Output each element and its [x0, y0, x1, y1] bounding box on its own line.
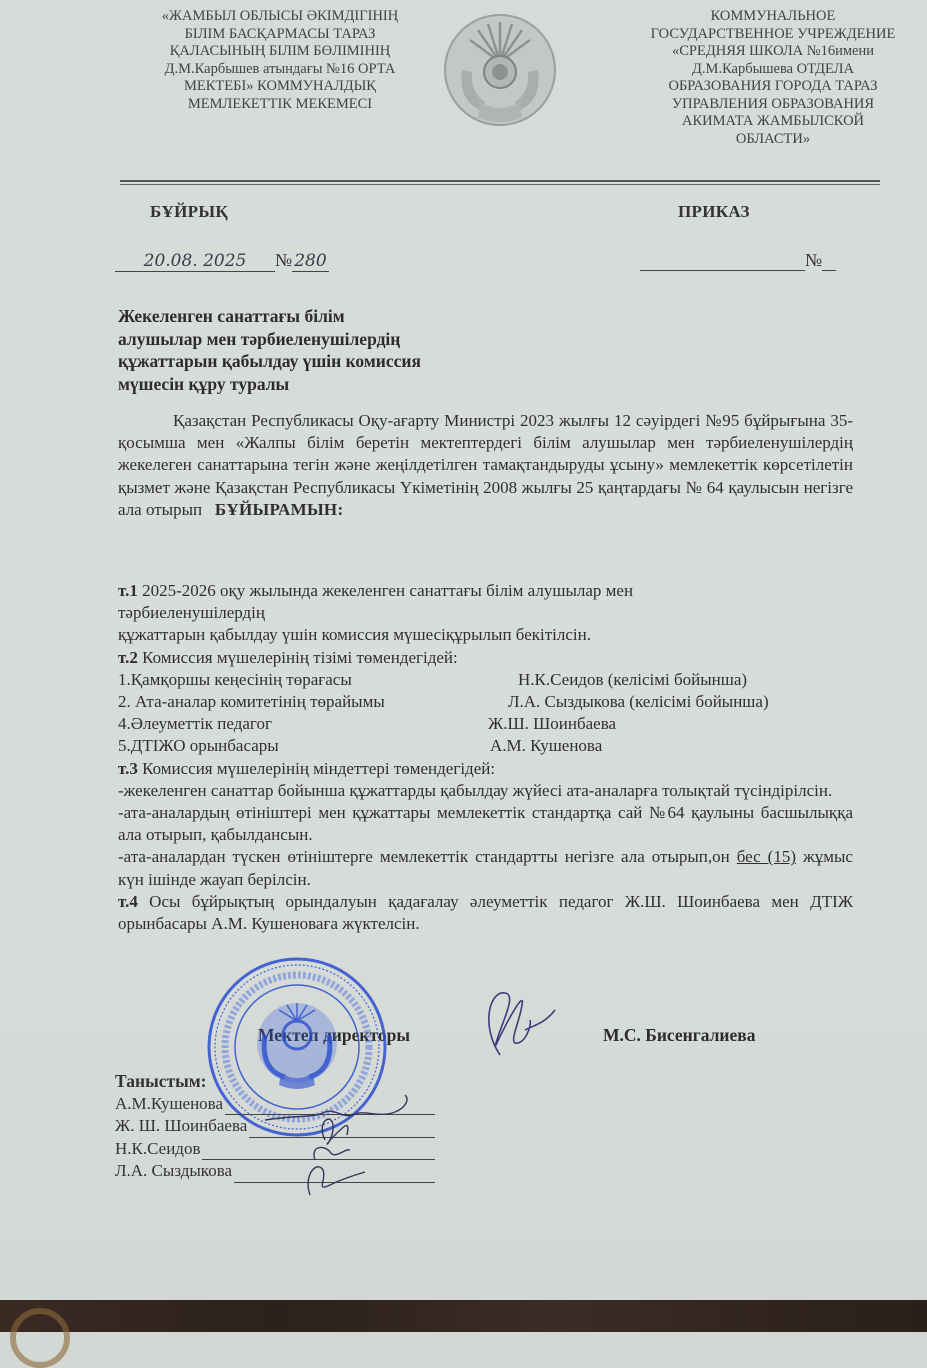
header-line: ҚАЛАСЫНЫҢ БІЛІМ БӨЛІМІНІҢ — [169, 43, 391, 59]
header-line: АКИМАТА ЖАМБЫЛСКОЙ — [681, 113, 865, 129]
acknowledgement-row — [115, 1093, 435, 1116]
header-divider — [120, 180, 880, 185]
header-line: ГОСУДАРСТВЕННОЕ УЧРЕЖДЕНИЕ — [650, 25, 896, 42]
acknowledgement-title: Таныстым: — [115, 1071, 207, 1091]
header-line: УПРАВЛЕНИЯ ОБРАЗОВАНИЯ — [671, 95, 875, 112]
clause-1 — [118, 580, 853, 602]
duty-text: жұмыс күн ішінде жауап берілсін. — [118, 847, 853, 889]
clause-2 — [118, 647, 853, 669]
clause-label: т.4 — [118, 891, 138, 911]
order-date-number-ru — [640, 250, 836, 271]
order-clauses — [118, 580, 853, 935]
header-line: Д.М.Карбышева ОТДЕЛА — [692, 60, 854, 77]
member-role: 2. Ата-аналар комитетінің төрайымы — [118, 692, 385, 712]
member-row — [118, 713, 853, 735]
duty-deadline: бес (15) — [736, 847, 797, 867]
preamble-paragraph — [118, 410, 853, 521]
subject-line: құжаттарын қабылдау үшін комиссия — [118, 351, 421, 371]
member-name: Ж.Ш. Шоинбаева — [488, 714, 617, 734]
acknowledger-name: Ж. Ш. Шоинбаева — [115, 1116, 248, 1135]
header-line: КОММУНАЛЬНОЕ — [710, 8, 836, 24]
clause-text: тәрбиеленушілердің — [118, 603, 265, 623]
clause-text: 2025-2026 оқу жылында жекеленген санаттағы білім алушылар мен — [137, 581, 634, 600]
acknowledgement-row — [115, 1115, 435, 1138]
header-line: ОБРАЗОВАНИЯ ГОРОДА ТАРАЗ — [668, 78, 878, 94]
header-line: МЕМЛЕКЕТТІК МЕКЕМЕСІ — [187, 95, 373, 112]
clause-text: Осы бұйрықтың орындалуын қадағалау әлеуметтік педагог Ж.Ш. Шоинбаева мен ДТІЖ орынбасары А.М. Кушеноваға жүктелсін. — [118, 891, 853, 934]
subject-line: Жекеленген санаттағы білім — [118, 306, 345, 326]
member-row — [118, 669, 853, 691]
header-ru-organization — [628, 8, 918, 148]
order-title-ru: ПРИКАЗ — [678, 202, 750, 221]
member-role: 1.Қамқоршы кеңесінің төрағасы — [118, 669, 352, 689]
acknowledger-name: Н.К.Сеидов — [115, 1138, 201, 1158]
number-sign: № — [275, 250, 293, 270]
header-line: МЕКТЕБІ» КОММУНАЛДЫҚ — [184, 78, 376, 94]
clause-4 — [118, 891, 853, 935]
state-emblem-icon — [440, 10, 560, 130]
acknowledger-name: А.М.Кушенова — [115, 1093, 224, 1113]
header-line: БІЛІМ БАСҚАРМАСЫ ТАРАЗ — [184, 25, 376, 42]
number-sign: № — [805, 250, 823, 270]
order-command: БҰЙЫРАМЫН: — [214, 499, 344, 519]
preamble-text: Қазақстан Республикасы Оқу-ағарту Министрі 2023 жылғы 12 сәуірдегі №95 бұйрығына 35-қосымша мен «Жалпы білім беретін мектептердегі білім алушылар мен тәрбиеленушілердің жекелеген санаттарына тегін және жеңілдетілген тамақтандыруды ұсыну» мемлекеттік көрсетілетін қызмет және Қазақстан Республикасы Үкіметінің 2008 жылғы 25 қаңтардағы № 64 қаулысын негізге ала отырып — [118, 411, 853, 519]
background-object — [10, 1308, 70, 1368]
order-number-blank — [822, 252, 836, 271]
order-date-number-kz — [115, 250, 329, 272]
acknowledger-name: Л.А. Сыздыкова — [115, 1161, 233, 1180]
header-line: Д.М.Карбышев атындағы №16 ОРТА — [164, 60, 396, 77]
member-row — [118, 735, 853, 757]
clause-text: құжаттарын қабылдау үшін комиссия мүшесіқұрылып бекітілсін. — [118, 625, 592, 645]
duty-text: -ата-аналардан түскен өтініштерге мемлекеттік стандартты негізге ала отырып,он — [118, 847, 737, 867]
subject-line: алушылар мен тәрбиеленушілердің — [118, 328, 401, 349]
header-line: ОБЛАСТИ» — [735, 130, 811, 147]
subject-line: мүшесін құру туралы — [118, 373, 290, 394]
header-kz-organization — [140, 8, 420, 113]
header-line: «ЖАМБЫЛ ОБЛЫСЫ ӘКІМДІГІНІҢ — [161, 8, 399, 24]
member-name: А.М. Кушенова — [490, 736, 603, 756]
clause-text: Комиссия мүшелерінің міндеттері төмендегідей: — [137, 758, 496, 778]
signature-line — [202, 1142, 435, 1160]
director-signature-row — [258, 1025, 818, 1055]
acknowledgement-row — [115, 1160, 435, 1183]
member-name: Н.К.Сеидов (келісімі бойынша) — [518, 669, 748, 689]
header-line: «СРЕДНЯЯ ШКОЛА №16имени — [671, 43, 875, 59]
clause-label: т.1 — [118, 581, 138, 600]
duty-item — [118, 846, 853, 890]
clause-3 — [118, 758, 853, 780]
duty-item: -ата-аналардың өтініштері мен құжаттары мемлекеттік стандартқа сай №64 қаулыны басшылыққа ала отырып, қабылдансын. — [118, 803, 853, 845]
order-date-blank — [640, 252, 805, 271]
signature-line — [225, 1097, 435, 1115]
member-name: Л.А. Сыздыкова (келісімі бойынша) — [508, 692, 769, 712]
order-title-kz: БҰЙРЫҚ — [150, 202, 228, 221]
signature-line — [249, 1120, 435, 1138]
acknowledgement-section — [115, 1070, 435, 1183]
member-role: 4.Әлеуметтік педагог — [118, 714, 272, 734]
signature-line — [234, 1165, 435, 1183]
order-date: 20.08. 2025 — [115, 251, 275, 272]
member-role: 5.ДТІЖО орынбасары — [118, 736, 279, 756]
order-subject — [118, 305, 498, 395]
background-floor — [0, 1300, 927, 1332]
order-number: 280 — [294, 251, 327, 271]
acknowledgement-row — [115, 1138, 435, 1161]
duty-item: -жекеленген санаттар бойынша құжаттарды қабылдау жүйесі ата-аналарға толықтай түсіндірілсін. — [118, 780, 833, 800]
clause-label: т.3 — [118, 758, 138, 778]
signatory-title: Мектеп директоры — [258, 1025, 410, 1045]
clause-label: т.2 — [118, 647, 138, 667]
member-row — [118, 691, 853, 713]
signatory-name: М.С. Бисенгалиева — [603, 1025, 756, 1045]
clause-text: Комиссия мүшелерінің тізімі төмендегідей: — [137, 647, 458, 667]
